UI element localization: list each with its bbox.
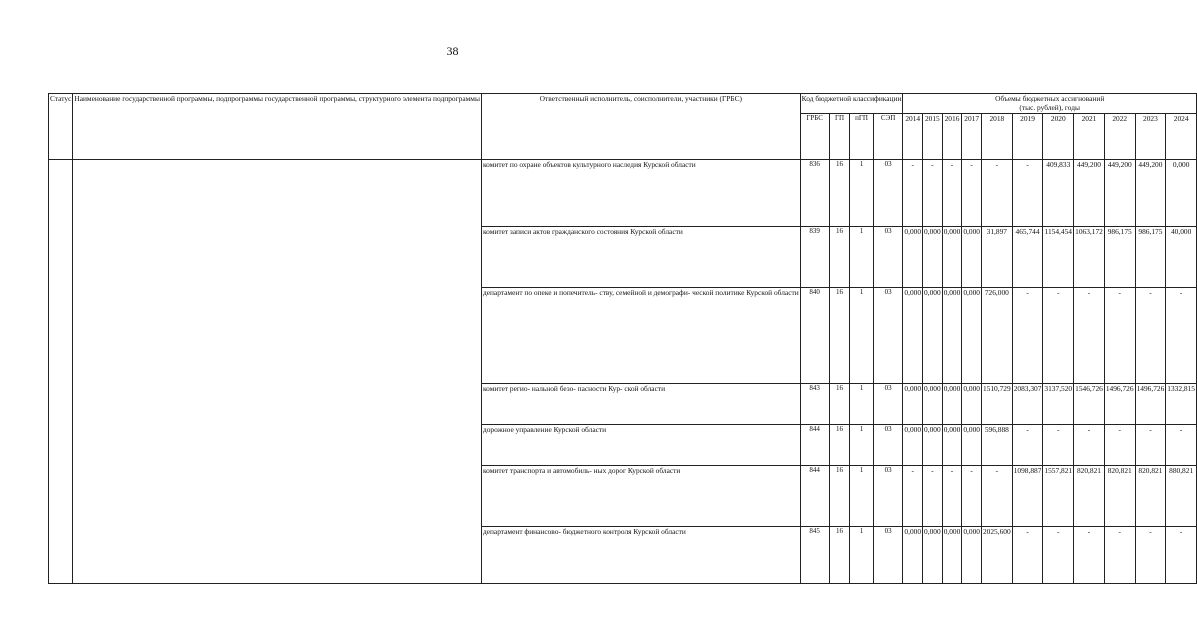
value-2014: 0,000: [903, 226, 923, 287]
value-2018: 2025,600: [981, 526, 1012, 583]
header-executor: Ответственный исполнитель, соисполнители, участники (ГРБС): [481, 94, 800, 160]
value-2017: -: [962, 159, 982, 226]
value-2016: 0,000: [942, 226, 962, 287]
code-pgp: 1: [850, 226, 873, 287]
value-2019: -: [1012, 287, 1043, 383]
value-2020: -: [1043, 526, 1074, 583]
value-2017: 0,000: [962, 383, 982, 424]
code-sep: 03: [873, 383, 903, 424]
code-grbs: 844: [800, 465, 829, 526]
value-2023: 449,200: [1135, 159, 1166, 226]
value-2018: -: [981, 465, 1012, 526]
code-gp: 16: [829, 159, 850, 226]
value-2019: 2083,307: [1012, 383, 1043, 424]
value-2017: 0,000: [962, 424, 982, 465]
header-year-2022: 2022: [1104, 113, 1135, 159]
value-2016: -: [942, 465, 962, 526]
code-grbs: 840: [800, 287, 829, 383]
value-2014: 0,000: [903, 287, 923, 383]
executor-cell: дорожное управление Курской области: [481, 424, 800, 465]
value-2015: -: [923, 465, 943, 526]
value-2017: 0,000: [962, 226, 982, 287]
value-2020: 1557,821: [1043, 465, 1074, 526]
value-2022: -: [1104, 424, 1135, 465]
value-2016: 0,000: [942, 383, 962, 424]
table-row: [49, 159, 1197, 226]
code-grbs: 845: [800, 526, 829, 583]
header-year-2019: 2019: [1012, 113, 1043, 159]
code-grbs: 836: [800, 159, 829, 226]
value-2024: -: [1166, 424, 1197, 465]
code-gp: 16: [829, 526, 850, 583]
value-2024: 880,821: [1166, 465, 1197, 526]
page-number: 38: [446, 44, 459, 58]
value-2022: 986,175: [1104, 226, 1135, 287]
executor-cell: департамент по опеке и попечитель- ству, семейной и демографи- ческой политике Курской области: [481, 287, 800, 383]
code-gp: 16: [829, 287, 850, 383]
value-2020: -: [1043, 424, 1074, 465]
code-sep: 03: [873, 526, 903, 583]
header-year-2023: 2023: [1135, 113, 1166, 159]
value-2021: -: [1074, 287, 1105, 383]
header-code-pgp: пГП: [850, 113, 873, 159]
value-2023: -: [1135, 424, 1166, 465]
value-2014: 0,000: [903, 424, 923, 465]
value-2020: 1154,454: [1043, 226, 1074, 287]
code-gp: 16: [829, 383, 850, 424]
code-pgp: 1: [850, 287, 873, 383]
value-2016: 0,000: [942, 526, 962, 583]
value-2020: 409,833: [1043, 159, 1074, 226]
code-gp: 16: [829, 465, 850, 526]
value-2022: -: [1104, 526, 1135, 583]
header-status: Статус: [49, 94, 73, 160]
value-2018: 1510,729: [981, 383, 1012, 424]
executor-cell: комитет по охране объектов культурного наследия Курской области: [481, 159, 800, 226]
value-2019: -: [1012, 526, 1043, 583]
value-2021: 820,821: [1074, 465, 1105, 526]
value-2015: 0,000: [923, 287, 943, 383]
value-2022: 820,821: [1104, 465, 1135, 526]
header-year-2021: 2021: [1074, 113, 1105, 159]
code-sep: 03: [873, 159, 903, 226]
code-sep: 03: [873, 226, 903, 287]
value-2017: 0,000: [962, 526, 982, 583]
header-year-2014: 2014: [903, 113, 923, 159]
code-pgp: 1: [850, 526, 873, 583]
code-pgp: 1: [850, 465, 873, 526]
value-2021: -: [1074, 526, 1105, 583]
value-2023: -: [1135, 526, 1166, 583]
executor-cell: комитет транспорта и автомобиль- ных дорог Курской области: [481, 465, 800, 526]
value-2020: -: [1043, 287, 1074, 383]
value-2014: -: [903, 159, 923, 226]
program-name-cell: [73, 159, 482, 583]
header-year-2017: 2017: [962, 113, 982, 159]
value-2015: 0,000: [923, 383, 943, 424]
value-2019: -: [1012, 424, 1043, 465]
value-2024: -: [1166, 287, 1197, 383]
header-year-2018: 2018: [981, 113, 1012, 159]
header-budget-volumes: [903, 94, 1197, 114]
value-2018: 31,897: [981, 226, 1012, 287]
header-year-2024: 2024: [1166, 113, 1197, 159]
code-sep: 03: [873, 287, 903, 383]
value-2021: 1546,726: [1074, 383, 1105, 424]
executor-cell: департамент финансово- бюджетного контроля Курской области: [481, 526, 800, 583]
value-2018: 596,888: [981, 424, 1012, 465]
status-cell: [49, 159, 73, 583]
header-budget-code: Код бюджетной классификации: [800, 94, 903, 114]
header-year-2015: 2015: [923, 113, 943, 159]
value-2023: 1496,726: [1135, 383, 1166, 424]
value-2015: 0,000: [923, 424, 943, 465]
value-2022: 449,200: [1104, 159, 1135, 226]
value-2024: -: [1166, 526, 1197, 583]
header-volumes-line1: Объемы бюджетных ассигнований: [995, 94, 1105, 103]
value-2024: 0,000: [1166, 159, 1197, 226]
value-2024: 40,000: [1166, 226, 1197, 287]
header-code-gp: ГП: [829, 113, 850, 159]
code-grbs: 843: [800, 383, 829, 424]
code-grbs: 839: [800, 226, 829, 287]
value-2015: 0,000: [923, 526, 943, 583]
value-2021: -: [1074, 424, 1105, 465]
value-2022: 1496,726: [1104, 383, 1135, 424]
value-2015: 0,000: [923, 226, 943, 287]
header-program-name: Наименование государственной программы, подпрограммы государственной программы, структурного элемента подпрограммы: [73, 94, 482, 160]
value-2016: 0,000: [942, 424, 962, 465]
header-volumes-line2: (тыс. рублей), годы: [1019, 103, 1080, 113]
code-gp: 16: [829, 226, 850, 287]
value-2014: 0,000: [903, 383, 923, 424]
value-2017: 0,000: [962, 287, 982, 383]
value-2017: -: [962, 465, 982, 526]
value-2022: -: [1104, 287, 1135, 383]
value-2014: 0,000: [903, 526, 923, 583]
value-2023: -: [1135, 287, 1166, 383]
value-2023: 820,821: [1135, 465, 1166, 526]
value-2018: -: [981, 159, 1012, 226]
code-pgp: 1: [850, 383, 873, 424]
code-grbs: 844: [800, 424, 829, 465]
budget-allocation-table: [48, 93, 1197, 584]
value-2021: 1063,172: [1074, 226, 1105, 287]
value-2020: 3137,520: [1043, 383, 1074, 424]
value-2016: 0,000: [942, 287, 962, 383]
value-2014: -: [903, 465, 923, 526]
executor-cell: комитет записи актов гражданского состояния Курской области: [481, 226, 800, 287]
code-pgp: 1: [850, 159, 873, 226]
value-2024: 1332,815: [1166, 383, 1197, 424]
code-sep: 03: [873, 465, 903, 526]
value-2019: 465,744: [1012, 226, 1043, 287]
value-2016: -: [942, 159, 962, 226]
header-year-2016: 2016: [942, 113, 962, 159]
value-2015: -: [923, 159, 943, 226]
value-2023: 986,175: [1135, 226, 1166, 287]
value-2019: -: [1012, 159, 1043, 226]
executor-cell: комитет регио- нальной безо- пасности Кур- ской области: [481, 383, 800, 424]
header-code-sep: СЭП: [873, 113, 903, 159]
value-2019: 1098,887: [1012, 465, 1043, 526]
value-2018: 726,000: [981, 287, 1012, 383]
header-code-grbs: ГРБС: [800, 113, 829, 159]
code-sep: 03: [873, 424, 903, 465]
value-2021: 449,200: [1074, 159, 1105, 226]
code-pgp: 1: [850, 424, 873, 465]
header-year-2020: 2020: [1043, 113, 1074, 159]
code-gp: 16: [829, 424, 850, 465]
